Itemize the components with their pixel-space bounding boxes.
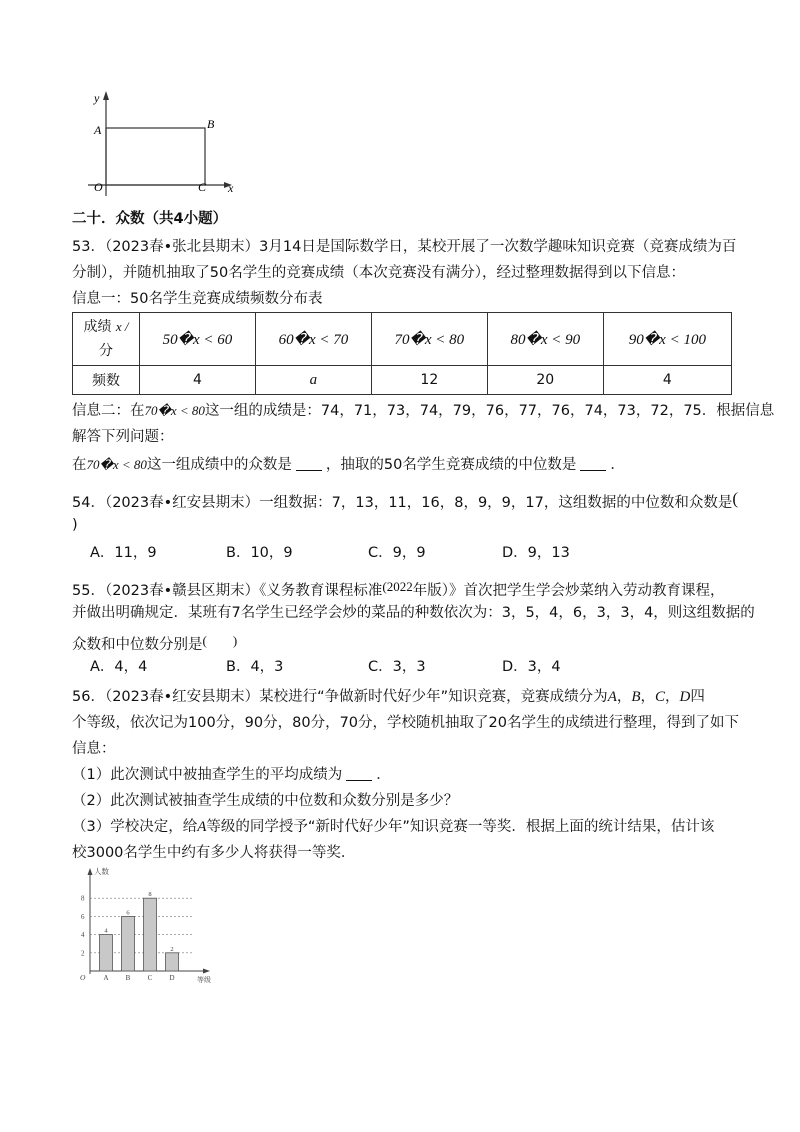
info2-prefix: 信息二：在 (72, 403, 145, 419)
bar (122, 916, 135, 971)
count-cell: a (255, 366, 371, 395)
q55-paren: ( ) (202, 633, 238, 648)
q56-sub-3-line-2: 校3000名学生中约有多少人将获得一等奖． (72, 845, 356, 861)
grade-c: C (655, 689, 666, 705)
axis-x-label: x (228, 181, 234, 195)
q53-line-1: 53．（2023春•张北县期末）3月14日是国际数学日，某校开展了一次数学趣味知识竞赛（竞赛成绩为百 (72, 239, 737, 255)
origin-label: O (94, 180, 103, 194)
q55-line-3 (72, 630, 237, 656)
q54-option-c[interactable]: C．9，9 (368, 545, 426, 561)
q54-text: 54．（2023春•红安县期末）一组数据：7，13，11，16，8，9，9，17，这组数据的中位数和众数是 (72, 495, 733, 511)
q55-option-b[interactable]: B．4，3 (226, 659, 284, 675)
point-a-label: A (94, 123, 102, 137)
q55-prefix: 55．（2023春•赣县区期末）《义务教育课程标准 (72, 583, 383, 599)
q53-line-2: 分制），并随机抽取了50名学生的竞赛成绩（本次竞赛没有满分），经过整理数据得到以下信息： (72, 265, 685, 281)
q55-option-a[interactable]: A．4，4 (90, 659, 148, 675)
bar-value-label: 8 (148, 891, 152, 899)
table-header-label (73, 313, 140, 366)
q54-line-2: ) (72, 517, 78, 533)
chart-xlabel: 等级 (197, 976, 211, 984)
x-tick-label: B (125, 974, 131, 982)
point-c-label: C (198, 180, 207, 194)
answer-blank-median[interactable] (580, 456, 606, 471)
chart-ylabel: 人数 (94, 867, 109, 876)
y-axis-arrow-icon (103, 91, 109, 100)
q54-paren-open: ( (732, 489, 739, 508)
grade-b: B (631, 689, 641, 705)
sub3-prefix: （3）学校决定，给 (72, 819, 198, 835)
header-label-line-1: 成绩 (83, 319, 112, 335)
header-unit: x / (115, 319, 129, 334)
header-label-line-2: 分 (99, 343, 113, 359)
q55-year: (2022 (382, 579, 413, 594)
sub1-prefix: （1）此次测试中被抽查学生的平均成绩为 (72, 767, 343, 783)
q54-line-1 (72, 488, 738, 514)
q56-prefix: 56．（2023春•红安县期末）某校进行“争做新时代好少年”知识竞赛，竞赛成绩分为 (72, 689, 608, 705)
q55-line-2: 并做出明确规定．某班有7名学生已经学会炒的菜品的种数依次为：3，5，4，6，3，3，4，则这组数据的 (72, 605, 755, 621)
count-cell: 4 (140, 366, 256, 395)
range-cell: 80�x < 90 (487, 313, 603, 366)
grade-d: D (679, 689, 691, 705)
chart-x-arrow-icon (203, 969, 210, 974)
ask-mid2: ，抽取的50名学生竞赛成绩的中位数是 (325, 457, 577, 473)
frequency-table (72, 312, 732, 395)
x-tick-label: A (103, 974, 109, 982)
grade-bar-chart (76, 862, 221, 987)
info2-suffix: 这一组的成绩是：74，71，73，74，79，76，77，76，74，73，72，75．根据信息 (204, 403, 775, 419)
chart-origin-label: O (80, 973, 86, 982)
ask-range: 70�x < 80 (86, 457, 147, 472)
bar (144, 898, 157, 971)
y-tick-label: 2 (81, 949, 85, 958)
q56-suffix: 四 (690, 689, 705, 705)
count-cell: 12 (371, 366, 487, 395)
range-cell: 70�x < 80 (371, 313, 487, 366)
y-tick-label: 4 (81, 931, 85, 940)
bar-value-label: 2 (170, 945, 174, 953)
q56-sub-3 (72, 816, 714, 838)
table-count-row (73, 366, 732, 395)
q56-line-3: 信息： (72, 741, 116, 757)
bar-value-label: 6 (126, 909, 130, 917)
sub1-end: ． (376, 767, 391, 783)
y-tick-label: 6 (81, 912, 85, 921)
q53-info-2 (72, 400, 774, 422)
bar (166, 953, 179, 971)
answer-blank-average[interactable] (346, 766, 372, 781)
q55-suffix: 年版）》首次把学生学会炒菜纳入劳动教育课程， (412, 583, 725, 599)
point-b-label: B (207, 117, 215, 131)
q56-line-1: 56．（2023春•红安县期末）某校进行“争做新时代好少年”知识竞赛，竞赛成绩分为A，B，C，D四 (72, 689, 705, 705)
ask-end: ． (610, 457, 625, 473)
x-tick-label: D (169, 974, 175, 982)
answer-blank-mode[interactable] (296, 456, 322, 471)
q56-sub-1 (72, 764, 391, 786)
info2-range: 70�x < 80 (144, 403, 205, 418)
rectangle-oabc (106, 128, 205, 185)
q55-option-c[interactable]: C．3，3 (368, 659, 426, 675)
q53-info-2-line-2: 解答下列问题： (72, 429, 174, 445)
section-title: 二十．众数（共4小题） (72, 211, 228, 227)
q54-option-b[interactable]: B．10，9 (226, 545, 293, 561)
ask-mid: 这一组成绩中的众数是 (146, 457, 292, 473)
q53-info-1: 信息一：50名学生竞赛成绩频数分布表 (72, 291, 323, 307)
bar (100, 935, 113, 971)
q55-line3-text: 众数和中位数分别是 (72, 637, 203, 653)
grade-a: A (197, 819, 207, 835)
q55-line-1 (72, 576, 725, 602)
count-cell: 20 (487, 366, 603, 395)
y-tick-label: 8 (81, 894, 85, 903)
chart-y-arrow-icon (88, 868, 93, 875)
range-cell: 90�x < 100 (603, 313, 731, 366)
q55-option-d[interactable]: D．3，4 (502, 659, 561, 675)
coordinate-figure (86, 88, 246, 200)
count-cell: 4 (603, 366, 731, 395)
ask-prefix: 在 (72, 457, 87, 473)
axis-y-label: y (94, 91, 100, 105)
q54-option-d[interactable]: D．9，13 (502, 545, 570, 561)
bar-value-label: 4 (104, 927, 108, 935)
range-cell: 50�x < 60 (140, 313, 256, 366)
sub3-suffix: 等级的同学授予“新时代好少年”知识竞赛一等奖．根据上面的统计结果，估计该 (206, 819, 715, 835)
x-tick-label: C (147, 974, 153, 982)
q56-sub-2: （2）此次测试被抽查学生成绩的中位数和众数分别是多少？ (72, 793, 459, 809)
q54-option-a[interactable]: A．11，9 (90, 545, 157, 561)
row-label: 频数 (73, 366, 140, 395)
range-cell: 60�x < 70 (255, 313, 371, 366)
q53-ask (72, 454, 625, 476)
table-header-row (73, 313, 732, 366)
q56-line-2: 个等级，依次记为100分，90分，80分，70分，学校随机抽取了20名学生的成绩进行整理，得到了如下 (72, 715, 739, 731)
grade-a: A (607, 689, 617, 705)
